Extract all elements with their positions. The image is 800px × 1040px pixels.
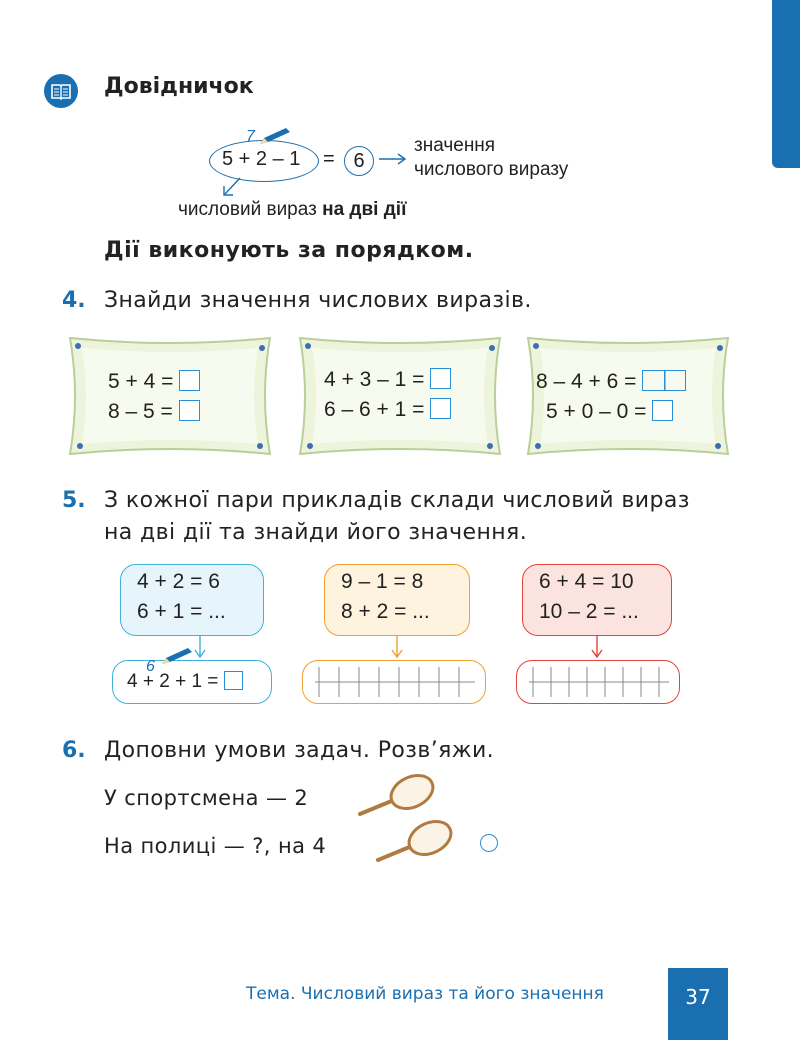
expression-text: 8 – 4 + 6 =: [536, 370, 637, 393]
scroll-background: [64, 334, 276, 458]
answer-grid: [315, 667, 475, 697]
answer-box[interactable]: [652, 400, 673, 421]
example-card-2: [324, 564, 470, 636]
scroll2-line2: [324, 398, 451, 422]
arrow-down-icon: [192, 636, 208, 660]
task5-number: 5.: [62, 488, 86, 513]
answer-circle[interactable]: [480, 834, 498, 852]
pencil-icon: [158, 646, 194, 668]
expression-text: 6 – 6 + 1 =: [324, 398, 425, 421]
answer-grid-field-3[interactable]: [516, 660, 680, 704]
scroll1-line1: [108, 370, 200, 394]
value-note-line2: числового виразу: [414, 159, 569, 180]
scroll1-line2: [108, 400, 200, 424]
result-circle: 6: [344, 146, 374, 176]
tennis-racket-icon: [372, 818, 458, 868]
arrow-down-icon: [389, 636, 405, 660]
arrow-down-left-icon: [220, 176, 244, 198]
task4-text: Знайди значення числових виразів.: [104, 288, 532, 313]
card-line: 10 – 2 = ...: [539, 600, 639, 623]
answer-box[interactable]: [430, 398, 451, 419]
intermediate-value: 7: [246, 128, 255, 145]
task4-number: 4.: [62, 288, 86, 313]
side-tab: [772, 0, 800, 168]
answer-box[interactable]: [430, 368, 451, 389]
pencil-icon: [256, 126, 292, 148]
footer-topic: Тема. Числовий вираз та його значення: [246, 984, 604, 1004]
equals-sign: =: [323, 148, 335, 170]
scroll-card-3: [522, 334, 734, 458]
sample-answer-line: [127, 671, 243, 693]
task6-line2: На полиці — ?, на 4: [104, 834, 327, 858]
example-expression: 5 + 2 – 1: [222, 148, 301, 170]
card-line: 8 + 2 = ...: [341, 600, 430, 623]
task5-text-line2: на дві дії та знайди його значення.: [104, 520, 528, 545]
example-card-1: [120, 564, 264, 636]
arrow-down-icon: [589, 636, 605, 660]
scroll-card-2: [294, 334, 506, 458]
card-line: 4 + 2 = 6: [137, 570, 220, 593]
reference-title: Довідничок: [104, 74, 254, 99]
value-note-line1: значення: [414, 135, 496, 156]
answer-grid: [529, 667, 669, 697]
two-digit-answer-box[interactable]: [642, 370, 686, 391]
task6-line1: У спортсмена — 2: [104, 786, 309, 810]
example-card-3: [522, 564, 672, 636]
task5-text-line1: З кожної пари прикладів склади числовий вираз: [104, 488, 690, 513]
scroll3-line2: [546, 400, 673, 424]
sample-answer-text: 4 + 2 + 1 =: [127, 671, 219, 692]
expression-text: 8 – 5 =: [108, 400, 173, 423]
tennis-racket-icon: [354, 772, 440, 822]
task6-text: Доповни умови задач. Розв’яжи.: [104, 738, 495, 763]
rule-text: Дії виконують за порядком.: [104, 238, 474, 263]
answer-grid-field-2[interactable]: [302, 660, 486, 704]
sample-intermediate: 6: [146, 658, 155, 675]
expression-text: 5 + 0 – 0 =: [546, 400, 647, 423]
expression-note: [178, 198, 406, 222]
expression-text: 4 + 3 – 1 =: [324, 368, 425, 391]
task6-number: 6.: [62, 738, 86, 763]
answer-box[interactable]: [224, 671, 243, 690]
scroll-card-1: [64, 334, 276, 458]
page-number: 37: [668, 968, 728, 1040]
scroll-background: [294, 334, 506, 458]
answer-box[interactable]: [179, 370, 200, 391]
book-icon: [44, 74, 78, 108]
expression-text: 5 + 4 =: [108, 370, 174, 393]
answer-box[interactable]: [179, 400, 200, 421]
card-line: 6 + 1 = ...: [137, 600, 226, 623]
scroll-background: [522, 334, 734, 458]
arrow-right-icon: [378, 152, 408, 166]
scroll3-line1: [536, 370, 686, 394]
card-line: 6 + 4 = 10: [539, 570, 634, 593]
expression-note-plain: числовий вираз: [178, 199, 323, 220]
scroll2-line1: [324, 368, 451, 392]
expression-note-bold: на дві дії: [322, 199, 407, 220]
card-line: 9 – 1 = 8: [341, 570, 424, 593]
